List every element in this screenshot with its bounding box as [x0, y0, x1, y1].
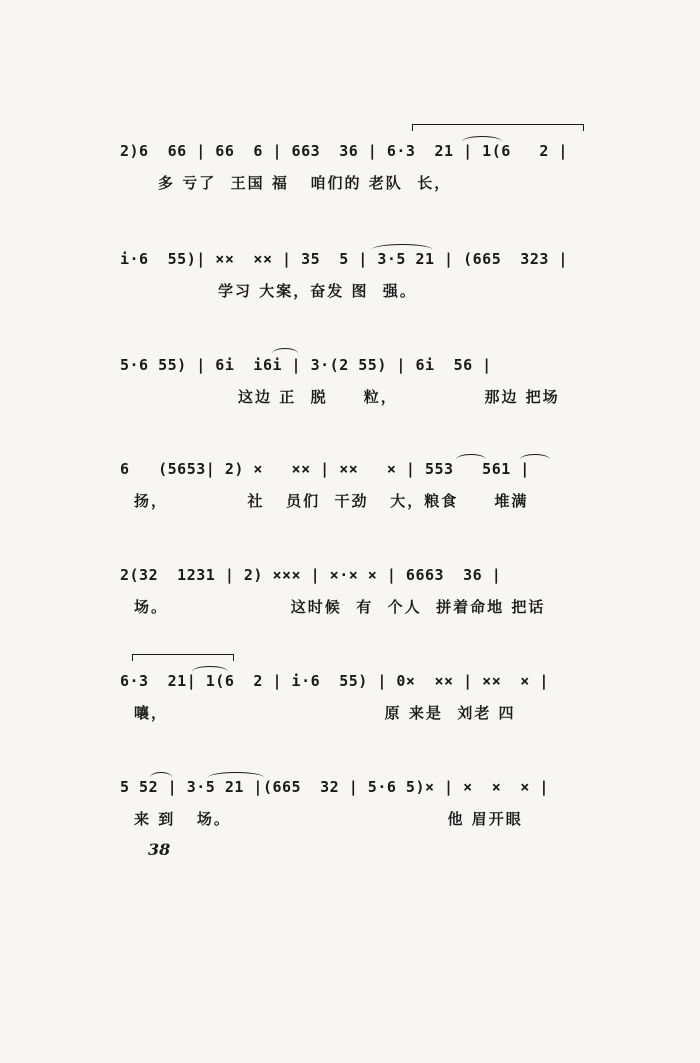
- slur-mark: [272, 348, 298, 359]
- score-system-4: [120, 460, 590, 540]
- lyrics-line: 嚷， 原 来是 刘老 四: [134, 704, 516, 722]
- slur-mark: [462, 136, 502, 147]
- notation-line: 2)6 66 | 66 6 | 663 36 | 6·3 21 | 1(6 2 |: [120, 142, 568, 160]
- notation-line: 6·3 21| 1(6 2 | i·6 55) | 0× ×× | ×× × |: [120, 672, 549, 690]
- slur-mark: [372, 244, 432, 255]
- notation-line: 5·6 55) | 6i i6i | 3·(2 55) | 6i 56 |: [120, 356, 492, 374]
- lyrics-line: 这边 正 脱 粒， 那边 把场: [238, 388, 560, 406]
- slur-mark: [208, 772, 264, 783]
- notation-line: i·6 55)| ×× ×× | 35 5 | 3·5 21 | (665 323 |: [120, 250, 568, 268]
- score-system-1: [120, 142, 590, 222]
- phrase-bracket: [412, 124, 584, 131]
- score-system-7: [120, 778, 590, 858]
- page-number: 38: [148, 840, 171, 859]
- slur-mark: [192, 666, 228, 677]
- lyrics-line: 多 亏了 王国 福 咱们的 老队 长，: [158, 174, 452, 192]
- slur-mark: [456, 454, 486, 465]
- score-system-2: [120, 250, 590, 330]
- slur-mark: [150, 772, 172, 783]
- slur-mark: [520, 454, 550, 465]
- score-system-3: [120, 356, 590, 436]
- lyrics-line: 扬， 社 员们 干劲 大，粮食 堆满: [134, 492, 529, 510]
- lyrics-line: 学习 大案，奋发 图 强。: [218, 282, 417, 300]
- score-system-5: [120, 566, 590, 646]
- lyrics-line: 来 到 场。 他 眉开眼: [134, 810, 523, 828]
- phrase-bracket: [132, 654, 234, 661]
- notation-line: 2(32 1231 | 2) ××× | ×·× × | 6663 36 |: [120, 566, 502, 584]
- score-system-6: [120, 672, 590, 752]
- notation-line: 5 52 | 3·5 21 |(665 32 | 5·6 5)× | × × × |: [120, 778, 549, 796]
- notation-line: 6 (5653| 2) × ×× | ×× × | 553 561 |: [120, 460, 530, 478]
- lyrics-line: 场。 这时候 有 个人 拼着命地 把话: [134, 598, 546, 616]
